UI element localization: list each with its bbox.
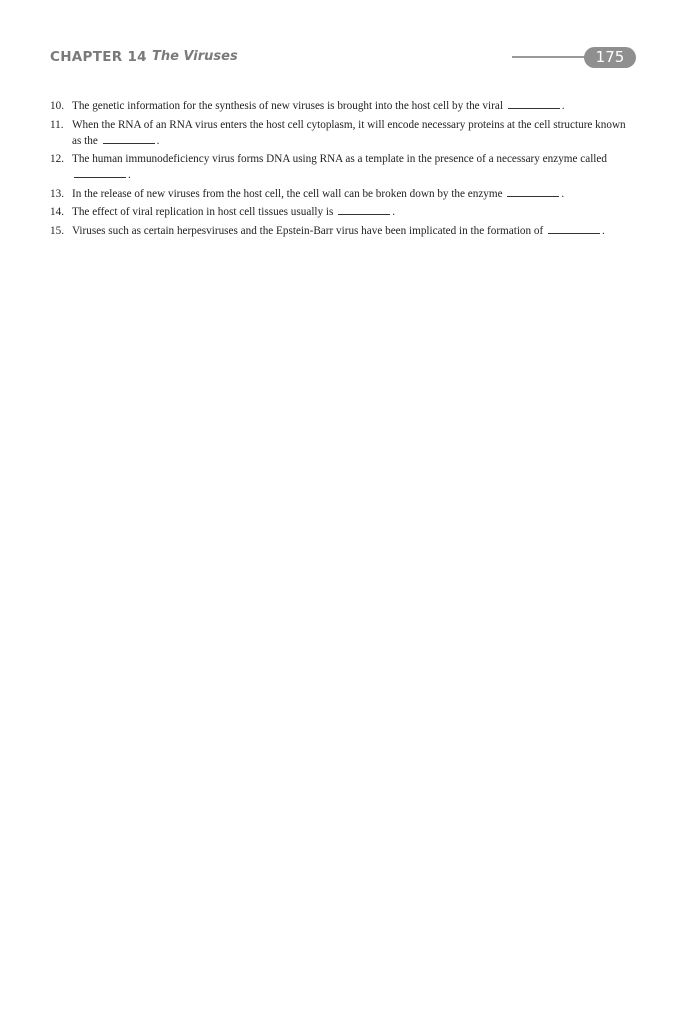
answer-blank[interactable] <box>507 186 559 197</box>
answer-blank[interactable] <box>74 167 126 178</box>
answer-blank[interactable] <box>103 133 155 144</box>
question-item <box>50 151 635 183</box>
question-text: The genetic information for the synthesis of new viruses is brought into the host cell by the viral <box>72 100 503 112</box>
question-number: 10. <box>50 100 64 112</box>
question-item <box>50 117 635 149</box>
header-rule <box>512 56 592 58</box>
question-number: 14. <box>50 206 64 218</box>
answer-blank[interactable] <box>508 98 560 109</box>
question-end: . <box>156 134 160 147</box>
question-list <box>50 98 635 241</box>
question-item <box>50 98 635 114</box>
answer-blank[interactable] <box>338 204 390 215</box>
chapter-label: CHAPTER 14 <box>50 49 147 65</box>
question-number: 13. <box>50 187 64 200</box>
question-text: When the RNA of an RNA virus enters the host cell cytoplasm, it will encode necessary proteins at the cell structure known as the <box>72 118 626 147</box>
question-end: . <box>392 206 395 218</box>
question-item <box>50 204 635 220</box>
chapter-title: The Viruses <box>152 49 238 64</box>
question-number: 11. <box>50 118 64 131</box>
question-number: 12. <box>50 153 64 165</box>
question-item <box>50 223 635 239</box>
question-end: . <box>602 224 605 237</box>
question-item <box>50 186 635 202</box>
question-text: The effect of viral replication in host cell tissues usually is <box>72 206 334 218</box>
question-text: The human immunodeficiency virus forms DNA using RNA as a template in the presence of a necessary enzyme called <box>72 153 607 165</box>
page-number-badge: 175 <box>584 47 636 68</box>
question-end: . <box>128 169 131 181</box>
question-end: . <box>561 187 565 200</box>
answer-blank[interactable] <box>548 223 600 234</box>
question-text: Viruses such as certain herpesviruses and the Epstein-Barr virus have been implicated in the formation of <box>72 224 544 237</box>
question-text: In the release of new viruses from the host cell, the cell wall can be broken down by the enzyme <box>72 187 503 200</box>
question-end: . <box>561 100 565 112</box>
question-number: 15. <box>50 224 64 237</box>
page-header <box>50 47 640 69</box>
